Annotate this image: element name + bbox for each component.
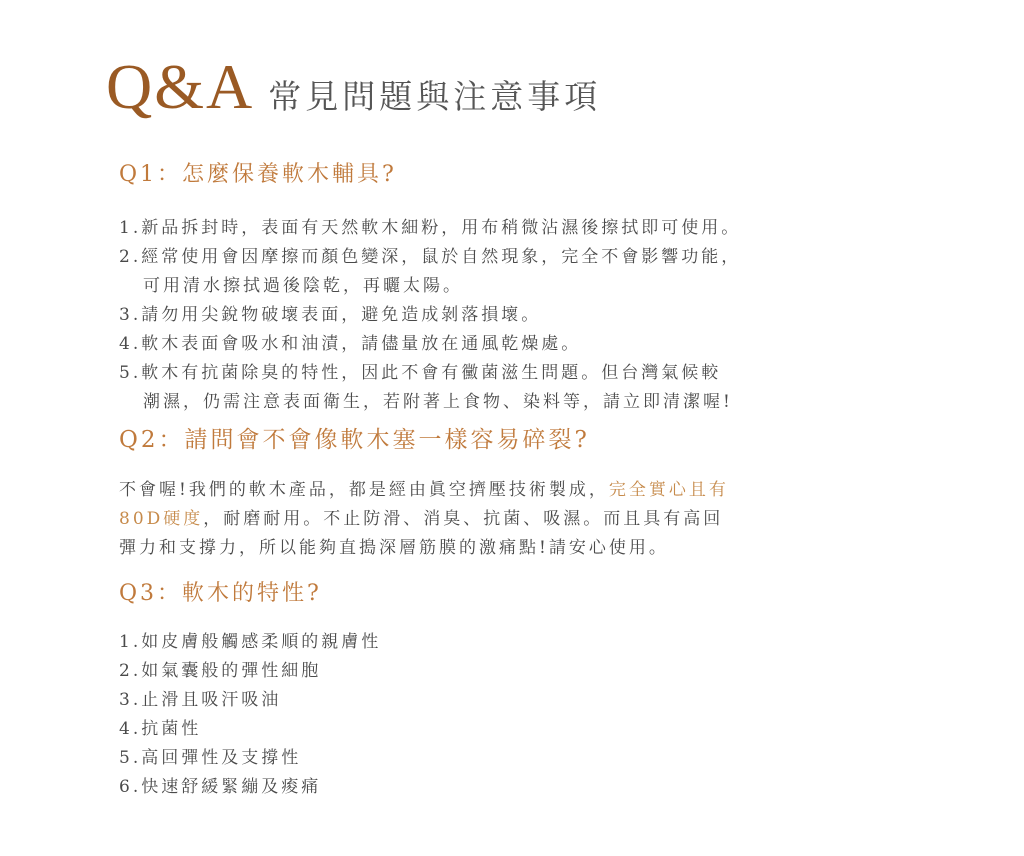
q3-answer-list (119, 628, 381, 802)
paragraph-text: 不會喔!我們的軟木產品，都是經由眞空擠壓技術製成， (119, 480, 609, 500)
q3-title: Q3：軟木的特性? (119, 581, 322, 606)
list-item: 5.軟木有抗菌除臭的特性，因此不會有黴菌滋生問題。但台灣氣候較 (119, 363, 722, 383)
highlight-text: 80D硬度 (119, 509, 204, 529)
q2-answer-paragraph (119, 476, 729, 563)
list-item-continuation: 可用清水擦拭過後陰乾，再曬太陽。 (143, 276, 463, 296)
list-item: 6.快速舒緩緊繃及痠痛 (119, 777, 322, 797)
list-item: 4.軟木表面會吸水和油漬，請儘量放在通風乾燥處。 (119, 334, 582, 354)
q1-title: Q1：怎麼保養軟木輔具? (119, 162, 397, 187)
list-item: 2.如氣囊般的彈性細胞 (119, 661, 322, 681)
list-item: 5.高回彈性及支撐性 (119, 748, 302, 768)
q1-section (119, 164, 741, 417)
list-item: 1.如皮膚般觸感柔順的親膚性 (119, 632, 382, 652)
qa-mark: Q&A (106, 51, 255, 122)
q2-title: Q2：請問會不會像軟木塞一樣容易碎裂? (119, 427, 590, 453)
list-item: 2.經常使用會因摩擦而顏色變深，鼠於自然現象，完全不會影響功能， (119, 247, 742, 267)
page-title: 常見問題與注意事項 (268, 77, 602, 116)
q1-answer-list (119, 214, 741, 417)
list-item-continuation: 潮濕，仍需注意表面衛生，若附著上食物、染料等，請立即清潔喔! (143, 392, 733, 412)
paragraph-text: ，耐磨耐用。不止防滑、消臭、抗菌、吸濕。而且具有高回 (203, 509, 724, 529)
highlight-text: 完全實心且有 (608, 480, 729, 500)
list-item: 3.止滑且吸汗吸油 (119, 690, 282, 710)
list-item: 1.新品拆封時，表面有天然軟木細粉，用布稍微沾濕後擦拭即可使用。 (119, 218, 742, 238)
page-header (106, 51, 602, 122)
list-item: 3.請勿用尖銳物破壞表面，避免造成剝落損壞。 (119, 305, 542, 325)
q2-section (119, 429, 729, 563)
paragraph-line: 彈力和支撐力，所以能夠直搗深層筋膜的激痛點!請安心使用。 (119, 538, 669, 558)
q3-section (119, 583, 381, 802)
paragraph-line (119, 505, 729, 534)
list-item: 4.抗菌性 (119, 719, 202, 739)
paragraph-line (119, 476, 729, 505)
